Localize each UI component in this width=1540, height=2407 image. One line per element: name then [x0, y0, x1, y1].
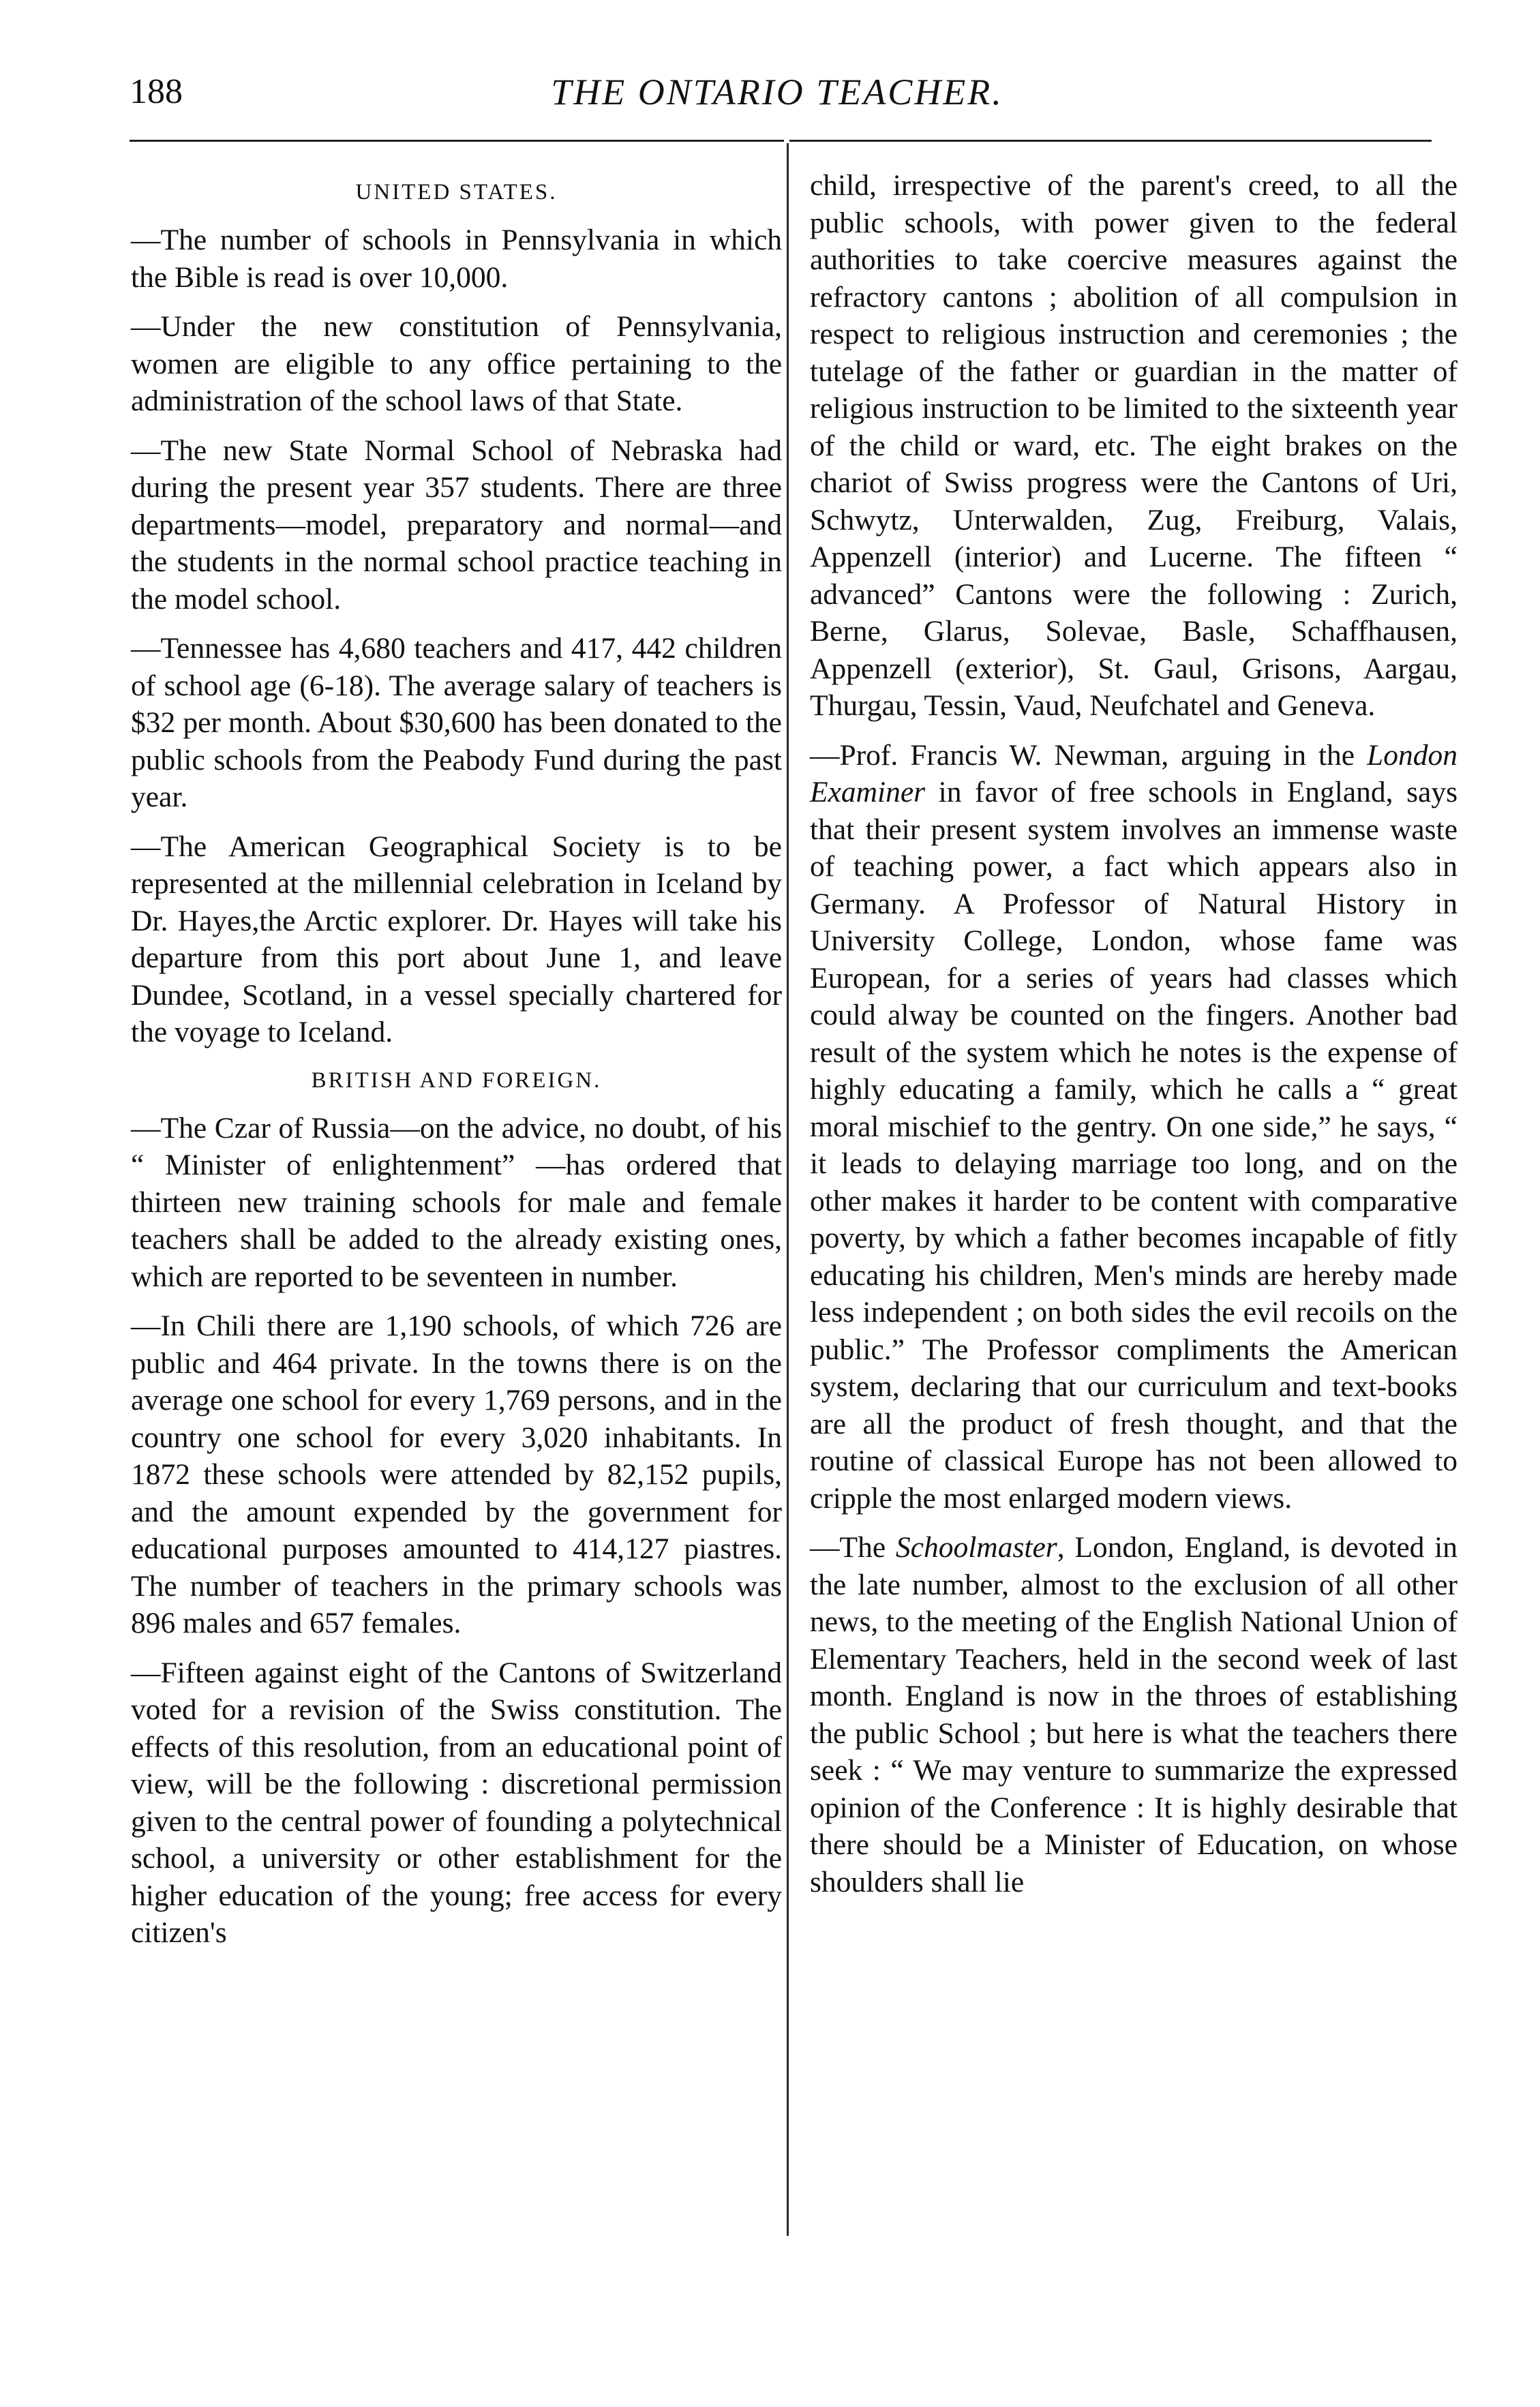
paragraph-newman-part-2: in favor of free schools in England, says that their present system involves an immense waste of teaching power, a fact which appears also in Germany. A Professor of Natural History in University College, London, whose fame was European, for a series of years had classes which could alway be counted on the fingers. Another bad result of the system which he notes is the expense of highly educating a family, which he calls a “ great moral mischief to the gentry. On one side,” he says, “ it leads to delaying marriage too long, and on the other makes it harder to be content with comparative poverty, by which a father becomes incapable of fitly educating his children, Men's minds are hereby made less independent ; on both sides the evil recoils on the public.” The Professor compliments the American system, declaring that our curriculum and text-books are all the product of fresh thought, and that the routine of classical Europe has not been allowed to cripple the most enlarged modern views.: [810, 776, 1458, 1515]
page-header: [130, 65, 1425, 119]
paragraph-schoolmaster-part-1: —The: [810, 1531, 896, 1564]
header-rule-right: [789, 140, 1432, 142]
paragraph-geographical-society: —The American Geographical Society is to be represented at the millennial celebration in Iceland by Dr. Hayes,the Arctic explorer. Dr. Hayes will take his departure from this port about June 1, and leave Dundee, Scotland, in a vessel specially chartered for the voyage to Iceland.: [131, 830, 782, 1048]
paragraph-chili: —In Chili there are 1,190 schools, of which 726 are public and 464 private. In the towns there is on the average one school for every 1,769 persons, and in the country one school for every 3,020 inhabitants. In 1872 these schools were attended by 82,152 pupils, and the amount expended by the government for educational purposes amounted to 414,127 piastres. The number of teachers in the primary schools was 896 males and 657 females.: [131, 1310, 782, 1639]
publication-title-schoolmaster: Schoolmaster: [895, 1531, 1057, 1564]
right-column: [810, 167, 1458, 1913]
paragraph-schoolmaster-part-2: , London, England, is devoted in the late number, almost to the exclusion of all other news, to the meeting of the English National Union of Elementary Teachers, held in the second week of last month. England is now in the throes of establishing the public School ; but here is what the teachers there seek : “ We may venture to summarize the expressed opinion of the Conference : It is highly desirable that there should be a Minister of Education, on whose shoulders shall lie: [810, 1531, 1458, 1898]
publication-title-london-examiner: London Examiner: [810, 738, 1458, 808]
paragraph-switzerland: —Fifteen against eight of the Cantons of Switzerland voted for a revision of the Swiss constitution. The effects of this resolution, from an educational point of view, will be the following : discretional permission given to the central power of founding a polytechnical school, a university or other establishment for the higher education of the young; free access for every citizen's: [131, 1656, 782, 1949]
paragraph-czar-russia: —The Czar of Russia—on the advice, no doubt, of his “ Minister of enlightenment” —has ordered that thirteen new training schools for male and female teachers shall be added to the already existing ones, which are reported to be seventeen in number.: [131, 1111, 782, 1293]
paragraph-nebraska-normal: —The new State Normal School of Nebraska had during the present year 357 students. There are three departments—model, preparatory and normal—and the students in the normal school practice teaching in the model school.: [131, 434, 782, 616]
paragraph-tennessee: —Tennessee has 4,680 teachers and 417, 442 children of school age (6-18). The average salary of teachers is $32 per month. About $30,600 has been donated to the public schools from the Peabody Fund during the past year.: [131, 632, 782, 813]
paragraph-pennsylvania-women: —Under the new constitution of Pennsylvania, women are eligible to any office pertaining to the administration of the school laws of that State.: [131, 310, 782, 417]
section-heading-united-states: UNITED STATES.: [355, 180, 558, 205]
column-divider: [787, 143, 789, 2236]
paragraph-pennsylvania-bible: —The number of schools in Pennsylvania in which the Bible is read is over 10,000.: [131, 224, 782, 294]
section-heading-british-foreign: BRITISH AND FOREIGN.: [311, 1068, 602, 1093]
running-title: THE ONTARIO TEACHER.: [551, 72, 1003, 112]
header-rule-left: [130, 140, 784, 142]
page-number: 188: [130, 72, 183, 111]
paragraph-swiss-continued: child, irrespective of the parent's creed, to all the public schools, with power given to the federal authorities to take coercive measures against the refractory cantons ; abolition of all compulsion in respect to religious instruction and ceremonies ; the tutelage of the father or guardian in the matter of religious instruction to be limited to the sixteenth year of the child or ward, etc. The eight brakes on the chariot of Swiss progress were the Cantons of Uri, Schwytz, Unterwalden, Zug, Freiburg, Valais, Appenzell (interior) and Lucerne. The fifteen “ advanced” Cantons were the following : Zurich, Berne, Glarus, Solevae, Basle, Schaffhausen, Appenzell (exterior), St. Gaul, Grisons, Aargau, Thurgau, Tessin, Vaud, Neufchatel and Geneva.: [810, 169, 1458, 722]
paragraph-schoolmaster: [810, 1529, 1458, 1901]
paragraph-newman: [810, 737, 1458, 1517]
paragraph-newman-part-1: —Prof. Francis W. Newman, arguing in the: [810, 738, 1368, 772]
left-column: [131, 167, 782, 1964]
